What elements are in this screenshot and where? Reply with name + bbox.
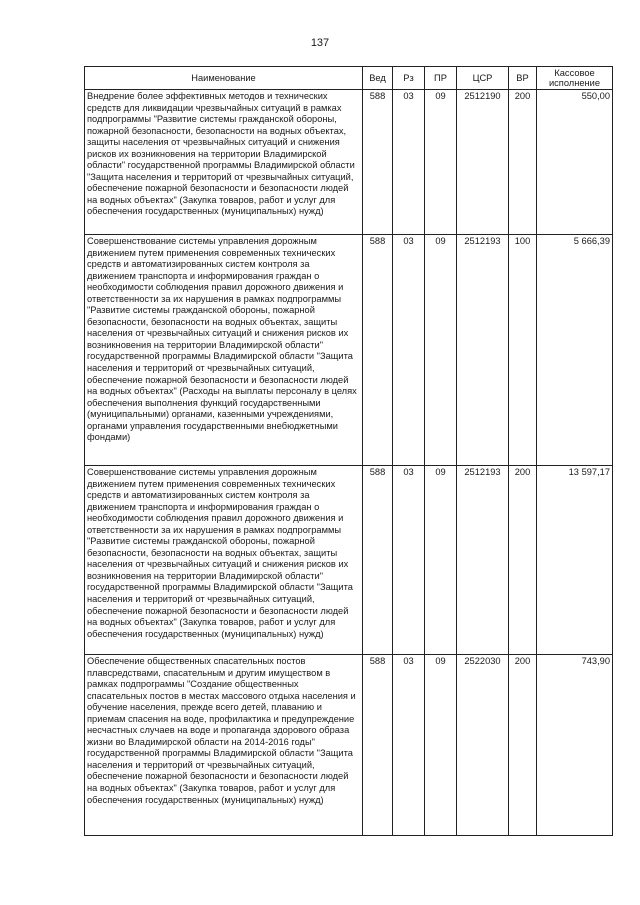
row-name-cell: Совершенствование системы управления дорожным движением путем применения современных технических средств и автоматизированных систем контроля за движением транспорта и информирования граждан о необходимости соблюдения правил дорожного движения и ответственности за их нарушения в рамках подпрограммы "Развитие системы гражданской обороны, пожарной безопасности, безопасности на водных объектах, защиты населения от чрезвычайных ситуаций и снижения рисков их возникновения на территории Владимирской области" государственной программы Владимирской области "Защита населения и территорий от чрезвычайных ситуаций, обеспечение пожарной безопасности и безопасности людей на водных объектах" (Закупка товаров, работ и услуг для обеспечения государственных (муниципальных) нужд) [85, 466, 363, 655]
table-row [85, 655, 613, 836]
row-rz-cell: 03 [393, 655, 425, 836]
table-row [85, 466, 613, 655]
row-pr-cell: 09 [425, 90, 457, 235]
row-rz-cell: 03 [393, 235, 425, 466]
row-ved-cell: 588 [363, 655, 393, 836]
header-amount: Кассовое исполнение [537, 67, 613, 90]
row-pr-cell: 09 [425, 655, 457, 836]
row-name-cell: Совершенствование системы управления дорожным движением путем применения современных технических средств и автоматизированных систем контроля за движением транспорта и информирования граждан о необходимости соблюдения правил дорожного движения и ответственности за их нарушения в рамках подпрограммы "Развитие системы гражданской обороны, пожарной безопасности, безопасности на водных объектах, защиты населения от чрезвычайных ситуаций и снижения рисков их возникновения на территории Владимирской области" государственной программы Владимирской области "Защита населения и территорий от чрезвычайных ситуаций, обеспечение пожарной безопасности и безопасности людей на водных объектах" (Расходы на выплаты персоналу в целях обеспечения выполнения функций государственными (муниципальными) органами, казенными учреждениями, органами управления государственными внебюджетными фондами) [85, 235, 363, 466]
table-row [85, 235, 613, 466]
table-header-row [85, 67, 613, 90]
row-amount-cell: 550,00 [537, 90, 613, 235]
page-number: 137 [310, 37, 330, 49]
header-vr: ВР [509, 67, 537, 90]
row-vr-cell: 200 [509, 90, 537, 235]
header-name: Наименование [85, 67, 363, 90]
row-ved-cell: 588 [363, 466, 393, 655]
table-row [85, 90, 613, 235]
header-ved: Вед [363, 67, 393, 90]
row-rz-cell: 03 [393, 90, 425, 235]
row-pr-cell: 09 [425, 466, 457, 655]
row-amount-cell: 5 666,39 [537, 235, 613, 466]
header-pr: ПР [425, 67, 457, 90]
row-rz-cell: 03 [393, 466, 425, 655]
row-vr-cell: 200 [509, 466, 537, 655]
budget-table [84, 66, 613, 836]
header-csr: ЦСР [457, 67, 509, 90]
row-amount-cell: 13 597,17 [537, 466, 613, 655]
row-csr-cell: 2512190 [457, 90, 509, 235]
header-rz: Рз [393, 67, 425, 90]
row-amount-cell: 743,90 [537, 655, 613, 836]
row-csr-cell: 2522030 [457, 655, 509, 836]
row-vr-cell: 200 [509, 655, 537, 836]
row-name-cell: Внедрение более эффективных методов и технических средств для ликвидации чрезвычайных ситуаций в рамках подпрограммы "Развитие системы гражданской обороны, пожарной безопасности, безопасности на водных объектах, защиты населения от чрезвычайных ситуаций и снижения рисков их возникновения на территории Владимирской области" государственной программы Владимирской области "Защита населения и территорий от чрезвычайных ситуаций, обеспечение пожарной безопасности и безопасности людей на водных объектах" (Закупка товаров, работ и услуг для обеспечения государственных (муниципальных) нужд) [85, 90, 363, 235]
row-csr-cell: 2512193 [457, 466, 509, 655]
row-csr-cell: 2512193 [457, 235, 509, 466]
row-ved-cell: 588 [363, 90, 393, 235]
row-ved-cell: 588 [363, 235, 393, 466]
row-vr-cell: 100 [509, 235, 537, 466]
row-pr-cell: 09 [425, 235, 457, 466]
row-name-cell: Обеспечение общественных спасательных постов плавсредствами, спасательным и другим имуществом в рамках подпрограммы "Создание общественных спасательных постов в местах массового отдыха населения и обучение населения, прежде всего детей, плаванию и приемам спасения на воде, профилактика и предупреждение несчастных случаев на воде и пропаганда здорового образа жизни во Владимирской области на 2014-2016 годы" государственной программы Владимирской области "Защита населения и территорий от чрезвычайных ситуаций, обеспечение пожарной безопасности и безопасности людей на водных объектах" (Закупка товаров, работ и услуг для обеспечения государственных (муниципальных) нужд) [85, 655, 363, 836]
